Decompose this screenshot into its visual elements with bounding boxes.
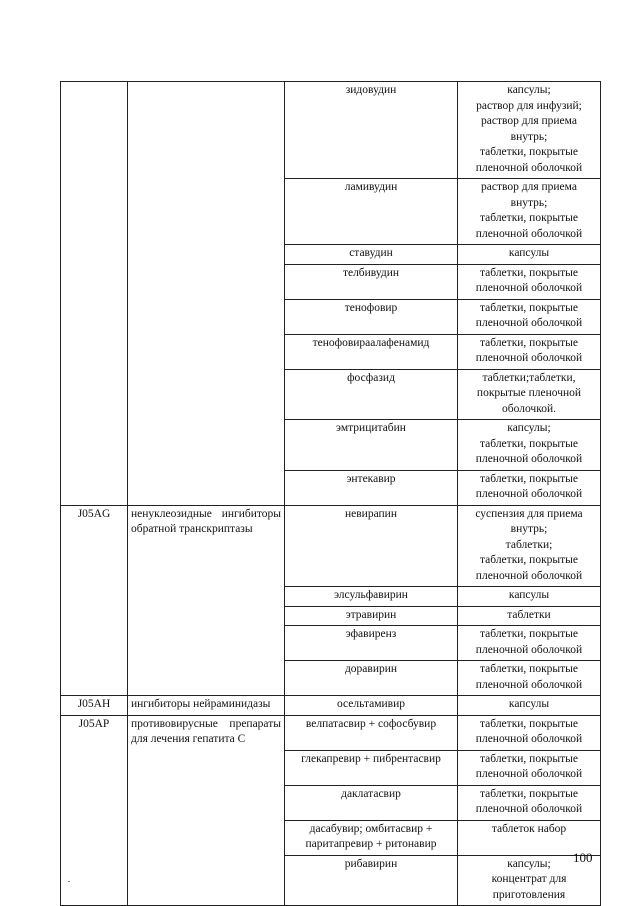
dosage-form-cell — [458, 587, 601, 607]
drug-name-cell: велпатасвир + софосбувир — [285, 715, 458, 750]
dosage-form-line: раствор для приема — [481, 115, 577, 127]
dosage-form-line: капсулы; — [507, 84, 551, 96]
dosage-form-line: пленочной оболочкой — [475, 352, 583, 364]
dosage-form-line: раствор для приема — [481, 181, 577, 193]
table-row — [61, 696, 601, 716]
atc-code-cell — [61, 82, 128, 506]
dosage-form-line: пленочной оболочкой — [475, 678, 583, 691]
dosage-form-line: пленочной оболочкой — [475, 733, 583, 745]
dosage-form-cell — [458, 299, 601, 334]
dosage-form-line: оболочкой. — [502, 402, 556, 415]
scan-speck — [68, 881, 70, 882]
dosage-form-line: таблетки; — [505, 538, 553, 551]
dosage-form-cell — [458, 334, 601, 369]
drug-name-cell: осельтамивир — [285, 696, 458, 716]
dosage-form-line: суспензия для приема — [475, 507, 583, 520]
dosage-form-cell — [458, 750, 601, 785]
drug-name-cell: фосфазид — [285, 369, 458, 420]
dosage-form-line: таблетки, покрытые — [479, 717, 579, 730]
dosage-form-line: пленочной оболочкой — [475, 227, 583, 240]
dosage-form-line: таблетки, покрытые — [479, 787, 579, 800]
drug-name-cell: глекапревир + пибрентасвир — [285, 750, 458, 785]
drug-name-cell: даклатасвир — [285, 785, 458, 820]
drug-name-cell: ламивудин — [285, 179, 458, 245]
dosage-form-line: капсулы — [508, 247, 550, 259]
atc-code-cell: J05AG — [61, 505, 128, 696]
dosage-form-cell — [458, 179, 601, 245]
dosage-form-line: концентрат для — [491, 873, 567, 885]
drug-name-cell: рибавирин — [285, 855, 458, 906]
drug-name-cell: телбивудин — [285, 264, 458, 299]
dosage-form-line: капсулы; — [507, 857, 551, 870]
dosage-form-line: пленочной оболочкой — [475, 768, 583, 780]
drug-name-cell: невирапин — [285, 505, 458, 587]
dosage-form-line: пленочной оболочкой — [475, 803, 583, 815]
page-number: 100 — [573, 850, 593, 865]
dosage-form-line: пленочной оболочкой — [475, 453, 583, 465]
drug-name-cell: тенофовираалафенамид — [285, 334, 458, 369]
dosage-form-line: внутрь; — [510, 196, 548, 209]
atc-code-cell: J05AP — [61, 715, 128, 906]
medication-table — [60, 81, 601, 906]
dosage-form-line: пленочной оболочкой — [475, 282, 583, 294]
dosage-form-cell — [458, 369, 601, 420]
dosage-form-line: капсулы; — [507, 422, 551, 434]
dosage-form-line: таблеток набор — [491, 822, 567, 835]
dosage-form-line: пленочной оболочкой — [475, 488, 583, 500]
dosage-form-line: таблетки — [507, 608, 551, 621]
dosage-form-line: внутрь; — [510, 130, 548, 143]
dosage-form-line: таблетки, покрытые — [479, 336, 579, 349]
dosage-form-line: приготовления — [492, 888, 566, 901]
dosage-form-cell — [458, 715, 601, 750]
dosage-form-line: покрытые пленочной — [476, 387, 582, 399]
drug-name-cell: ставудин — [285, 245, 458, 265]
dosage-form-line: пленочной оболочкой — [475, 643, 583, 656]
dosage-form-line: таблетки, покрытые — [479, 472, 579, 485]
dosage-form-cell — [458, 505, 601, 587]
drug-name-cell: элсульфавирин — [285, 587, 458, 607]
dosage-form-cell — [458, 245, 601, 265]
dosage-form-line: таблетки, покрытые — [479, 663, 579, 675]
dosage-form-cell — [458, 696, 601, 716]
dosage-form-cell — [458, 264, 601, 299]
dosage-form-line: таблетки, покрытые — [479, 437, 579, 450]
dosage-form-line: пленочной оболочкой — [475, 161, 583, 174]
atc-code-cell: J05AH — [61, 696, 128, 716]
drug-name-cell: этравирин — [285, 606, 458, 626]
dosage-form-cell — [458, 626, 601, 661]
dosage-form-line: раствор для инфузий; — [476, 99, 582, 112]
drug-name-cell: дасабувир; омбитасвир + паритапревир + ритонавир — [285, 820, 458, 855]
dosage-form-line: внутрь; — [510, 523, 548, 535]
dosage-form-line: пленочной оболочкой — [475, 569, 583, 582]
table-row — [61, 82, 601, 179]
dosage-form-cell — [458, 661, 601, 696]
table-row — [61, 715, 601, 750]
dosage-form-cell — [458, 785, 601, 820]
dosage-form-cell — [458, 470, 601, 505]
table-row — [61, 505, 601, 587]
dosage-form-line: таблетки, покрытые — [479, 752, 579, 765]
dosage-form-line: капсулы — [508, 589, 550, 601]
dosage-form-cell — [458, 420, 601, 471]
drug-name-cell: тенофовир — [285, 299, 458, 334]
dosage-form-line: капсулы — [508, 698, 550, 710]
dosage-form-line: таблетки, покрытые — [479, 554, 579, 566]
drug-name-cell: зидовудин — [285, 82, 458, 179]
drug-group-cell: противовирусные препараты для лечения гепатита С — [128, 715, 285, 906]
dosage-form-line: таблетки, покрытые — [479, 266, 579, 279]
drug-group-cell: ненуклеозидные ингибиторы обратной транскриптазы — [128, 505, 285, 696]
dosage-form-cell — [458, 606, 601, 626]
drug-group-cell: ингибиторы нейраминидазы — [128, 696, 285, 716]
dosage-form-line: пленочной оболочкой — [475, 317, 583, 329]
drug-group-cell — [128, 82, 285, 506]
dosage-form-line: таблетки, покрытые — [479, 146, 579, 158]
drug-name-cell: доравирин — [285, 661, 458, 696]
dosage-form-line: таблетки, покрытые — [479, 212, 579, 224]
table-body — [61, 82, 601, 906]
drug-name-cell: энтекавир — [285, 470, 458, 505]
dosage-form-line: таблетки, покрытые — [479, 628, 579, 640]
dosage-form-line: таблетки, покрытые — [479, 301, 579, 314]
drug-name-cell: эмтрицитабин — [285, 420, 458, 471]
drug-name-cell: эфавиренз — [285, 626, 458, 661]
dosage-form-cell — [458, 82, 601, 179]
dosage-form-line: таблетки;таблетки, — [482, 371, 576, 384]
